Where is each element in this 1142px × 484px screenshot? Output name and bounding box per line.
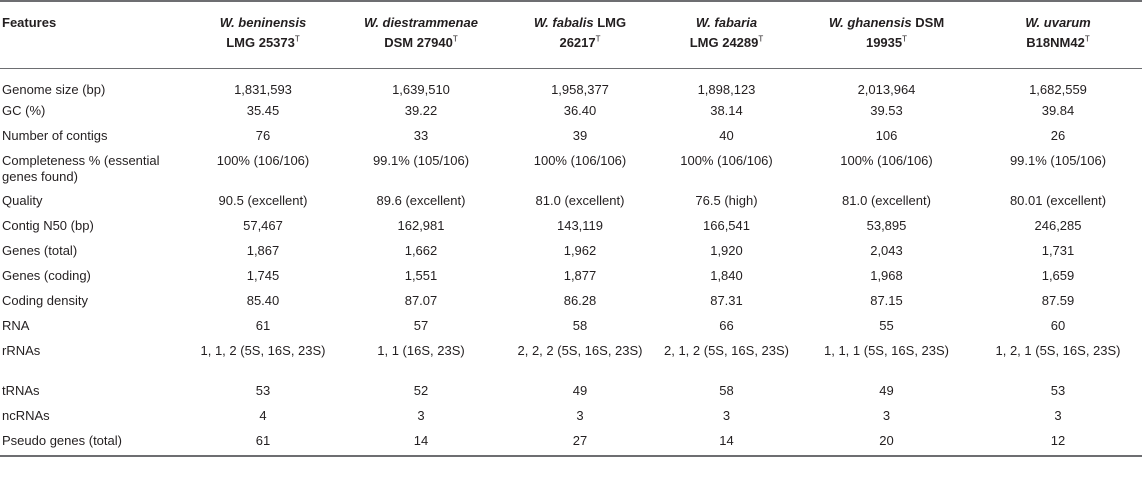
table-row xyxy=(0,288,1142,313)
table-cell: 106 xyxy=(875,127,898,143)
type-strain-superscript: T xyxy=(452,34,458,44)
table-cell: 87.31 xyxy=(710,292,743,308)
feature-label: Contig N50 (bp) xyxy=(2,217,94,233)
table-row xyxy=(0,123,1142,148)
strain-id-number: 19935 xyxy=(865,35,903,50)
table-cell: 1,962 xyxy=(563,242,597,258)
table-row xyxy=(0,148,1142,188)
column-header-5 xyxy=(799,1,974,68)
table-cell: 76.5 (high) xyxy=(695,192,758,208)
table-cell: 1,920 xyxy=(710,242,743,258)
table-cell: 36.40 xyxy=(563,102,597,118)
table-row xyxy=(0,313,1142,338)
column-header-3 xyxy=(506,1,654,68)
table-row xyxy=(0,238,1142,263)
table-cell: 2, 2, 2 (5S, 16S, 23S) xyxy=(517,342,643,358)
table-body xyxy=(0,68,1142,456)
table-cell: 87.15 xyxy=(870,292,903,308)
table-row xyxy=(0,263,1142,288)
table-cell: 1,639,510 xyxy=(392,81,450,97)
strain-id-number: 26217 xyxy=(559,35,596,50)
feature-label: Number of contigs xyxy=(2,127,108,143)
type-strain-superscript: T xyxy=(595,34,601,44)
strain-id: LMG 24289 xyxy=(689,35,759,50)
column-header-4 xyxy=(654,1,799,68)
table-cell: 49 xyxy=(879,382,894,398)
table-row xyxy=(0,428,1142,456)
type-strain-superscript: T xyxy=(758,34,764,44)
table-cell: 1,968 xyxy=(870,267,903,283)
strain-id: DSM 27940 xyxy=(384,35,453,50)
strain-id: LMG 25373 xyxy=(226,35,295,50)
table-cell: 166,541 xyxy=(703,217,750,233)
strain-id: B18NM42 xyxy=(1026,35,1085,50)
table-cell: 3 xyxy=(722,407,731,423)
feature-label: Genes (total) xyxy=(2,242,78,258)
table-cell: 55 xyxy=(879,317,894,333)
table-cell: 20 xyxy=(799,428,974,456)
table-cell: 57 xyxy=(413,317,429,333)
feature-label: rRNAs xyxy=(2,342,41,358)
table-cell: 14 xyxy=(336,428,506,456)
table-cell: 80.01 (excellent) xyxy=(1009,192,1107,208)
table-cell: 87.07 xyxy=(404,292,438,308)
table-cell: 60 xyxy=(1050,317,1066,333)
table-cell: 1,958,377 xyxy=(551,81,609,97)
table-cell: 1,831,593 xyxy=(234,81,292,97)
strain-id: DSM xyxy=(915,15,945,30)
table-cell: 35.45 xyxy=(246,102,280,118)
table-cell: 90.5 (excellent) xyxy=(218,192,308,208)
table-cell: 1,840 xyxy=(710,267,743,283)
feature-label: Pseudo genes (total) xyxy=(0,428,190,456)
species-name: W. ghanensis xyxy=(828,15,912,30)
table-cell: 2, 1, 2 (5S, 16S, 23S) xyxy=(663,342,790,358)
table-cell: 38.14 xyxy=(710,102,743,118)
table-cell: 1, 1, 1 (5S, 16S, 23S) xyxy=(823,342,950,358)
table-cell: 1, 2, 1 (5S, 16S, 23S) xyxy=(995,342,1121,358)
table-cell: 86.28 xyxy=(563,292,597,308)
feature-label: tRNAs xyxy=(2,382,40,398)
table-cell: 1,867 xyxy=(246,242,280,258)
type-strain-superscript: T xyxy=(294,34,300,44)
features-header: Features xyxy=(0,1,190,68)
table-cell: 12 xyxy=(974,428,1142,456)
table-cell: 3 xyxy=(882,407,891,423)
table-cell: 49 xyxy=(572,382,588,398)
feature-label: RNA xyxy=(2,317,30,333)
table-row xyxy=(0,213,1142,238)
table-row xyxy=(0,188,1142,213)
table-cell: 85.40 xyxy=(246,292,280,308)
table-cell: 53,895 xyxy=(866,217,907,233)
table-cell: 26 xyxy=(1050,127,1066,143)
feature-label: Quality xyxy=(2,192,43,208)
table-cell: 1,731 xyxy=(1041,242,1075,258)
table-cell: 1, 1 (16S, 23S) xyxy=(377,342,465,358)
table-cell: 14 xyxy=(654,428,799,456)
table-cell: 1,877 xyxy=(563,267,597,283)
column-header-6 xyxy=(974,1,1142,68)
feature-label: GC (%) xyxy=(2,102,46,118)
table-cell: 81.0 (excellent) xyxy=(842,192,931,208)
column-header-1 xyxy=(190,1,336,68)
table-cell: 3 xyxy=(417,407,425,423)
feature-label: Coding density xyxy=(2,292,88,308)
table-cell: 1,898,123 xyxy=(697,81,756,97)
table-cell: 246,285 xyxy=(1034,217,1082,233)
table-cell: 61 xyxy=(255,317,271,333)
table-cell: 1,745 xyxy=(246,267,280,283)
species-name: W. uvarum xyxy=(1025,15,1091,30)
table-cell: 99.1% (105/106) xyxy=(1009,152,1107,168)
strain-id: LMG xyxy=(597,15,627,30)
table-cell: 39 xyxy=(572,127,588,143)
table-cell: 143,119 xyxy=(556,217,604,233)
table-cell: 39.22 xyxy=(404,102,438,118)
table-cell: 99.1% (105/106) xyxy=(372,152,470,168)
table-cell: 76 xyxy=(255,127,271,143)
type-strain-superscript: T xyxy=(1084,34,1090,44)
species-name: W. fabalis xyxy=(533,15,594,30)
table-cell: 61 xyxy=(190,428,336,456)
table-cell: 3 xyxy=(1054,407,1062,423)
table-cell: 53 xyxy=(255,382,271,398)
table-cell: 58 xyxy=(572,317,588,333)
table-row xyxy=(0,68,1142,98)
table-cell: 40 xyxy=(719,127,734,143)
table-cell: 53 xyxy=(1050,382,1066,398)
table-cell: 57,467 xyxy=(243,217,283,233)
column-header-2 xyxy=(336,1,506,68)
table-cell: 1,551 xyxy=(404,267,438,283)
table-cell: 66 xyxy=(719,317,734,333)
table-cell: 2,013,964 xyxy=(857,81,916,97)
table-cell: 100% (106/106) xyxy=(680,152,773,168)
table-cell: 1,659 xyxy=(1041,267,1075,283)
table-row xyxy=(0,378,1142,403)
species-name: W. beninensis xyxy=(219,15,307,30)
table-cell: 1,662 xyxy=(404,242,438,258)
table-cell: 89.6 (excellent) xyxy=(376,192,466,208)
table-cell: 1, 1, 2 (5S, 16S, 23S) xyxy=(200,342,326,358)
header-row xyxy=(0,1,1142,68)
table-cell: 39.84 xyxy=(1041,102,1075,118)
species-name: W. diestrammenae xyxy=(364,15,478,30)
table-cell: 100% (106/106) xyxy=(533,152,627,168)
feature-label: Genome size (bp) xyxy=(2,81,106,97)
feature-label: Genes (coding) xyxy=(2,267,91,283)
table-cell: 58 xyxy=(719,382,734,398)
table-cell: 39.53 xyxy=(870,102,903,118)
feature-label: ncRNAs xyxy=(2,407,50,423)
table-cell: 33 xyxy=(413,127,429,143)
table-cell: 87.59 xyxy=(1041,292,1075,308)
table-cell: 27 xyxy=(506,428,654,456)
type-strain-superscript: T xyxy=(902,34,908,44)
table-row xyxy=(0,98,1142,123)
table-cell: 100% (106/106) xyxy=(216,152,310,168)
table-cell: 1,682,559 xyxy=(1029,81,1087,97)
table-cell: 2,043 xyxy=(870,242,903,258)
table-cell: 100% (106/106) xyxy=(840,152,933,168)
table-row xyxy=(0,338,1142,378)
species-name: W. fabaria xyxy=(695,15,758,30)
table-row xyxy=(0,403,1142,428)
table-cell: 52 xyxy=(413,382,429,398)
table-cell: 81.0 (excellent) xyxy=(535,192,625,208)
table-cell: 3 xyxy=(576,407,584,423)
table-cell: 4 xyxy=(259,407,267,423)
table-cell: 162,981 xyxy=(397,217,445,233)
feature-label: Completeness % (essential genes found) xyxy=(2,152,160,184)
